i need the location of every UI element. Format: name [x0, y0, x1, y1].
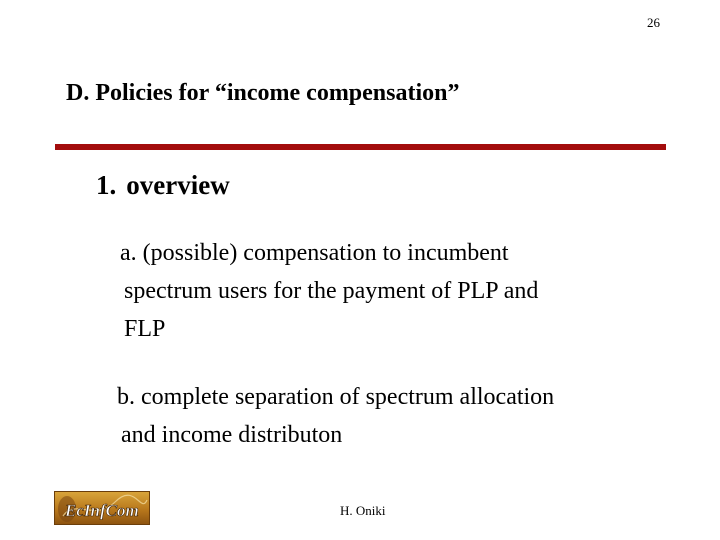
page-number: 26	[647, 15, 660, 30]
list-item-line: b. complete separation of spectrum allocation	[117, 384, 555, 410]
ecinfcom-logo-graphic	[55, 492, 150, 525]
list-item-line: spectrum users for the payment of PLP and	[124, 278, 539, 304]
list-item-line: a. (possible) compensation to incumbent	[120, 240, 509, 266]
section-number: 1.	[96, 170, 117, 200]
list-item-line: FLP	[124, 316, 166, 342]
svg-text:EcInfCom: EcInfCom	[65, 501, 139, 520]
list-item-b	[117, 378, 554, 454]
title-divider	[55, 144, 666, 150]
ecinfcom-logo	[54, 491, 150, 525]
section-heading-text: overview	[126, 170, 230, 200]
section-heading	[96, 170, 230, 201]
list-item-line: and income distributon	[121, 422, 343, 448]
list-item-a	[120, 234, 538, 348]
slide-title: D. Policies for “income compensation”	[66, 80, 460, 106]
footer-author: H. Oniki	[340, 503, 386, 518]
